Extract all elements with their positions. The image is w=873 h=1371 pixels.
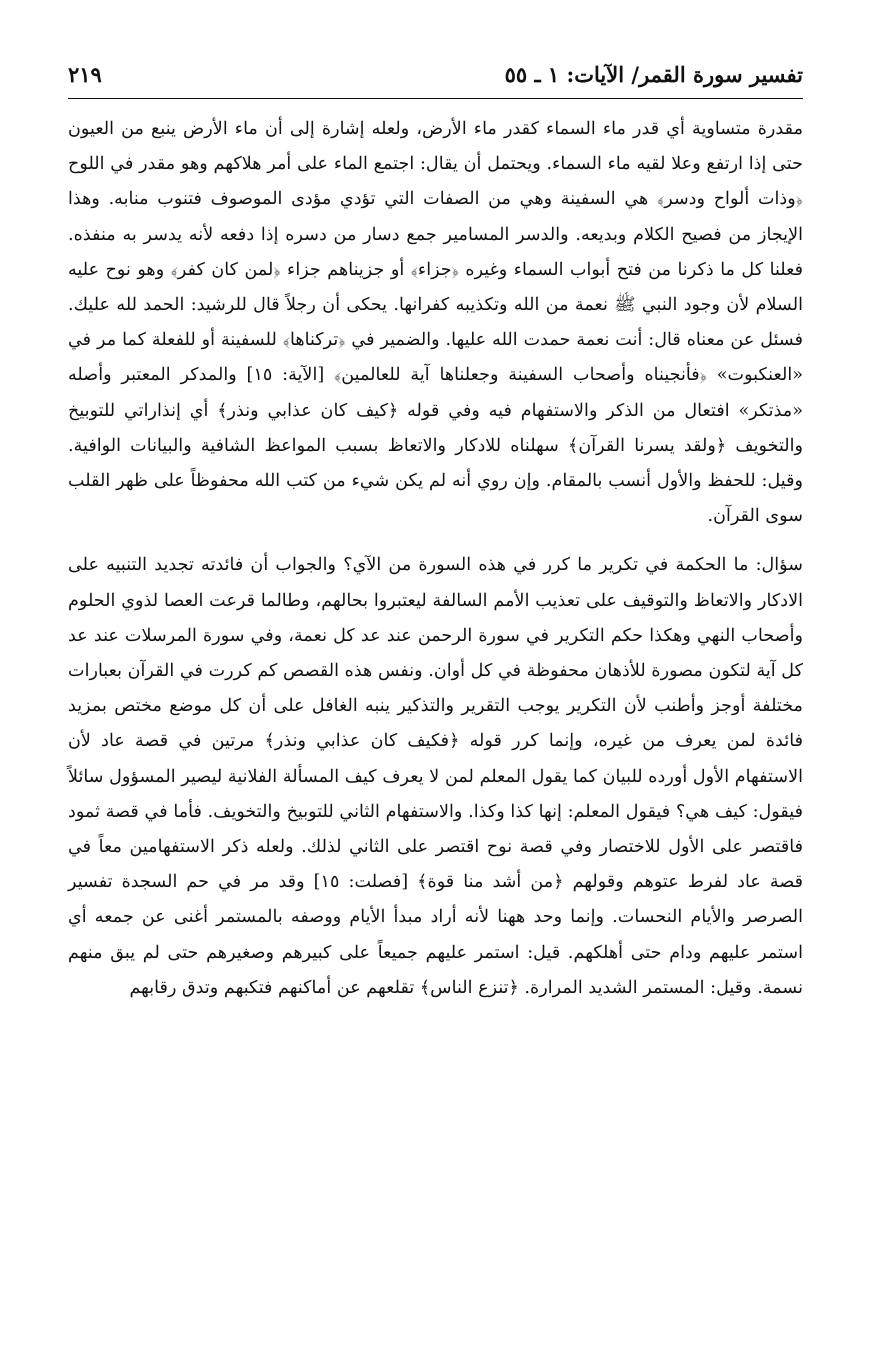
running-title: تفسير سورة القمر/ الآيات: ١ ـ ٥٥ — [504, 62, 803, 87]
page-header — [68, 58, 803, 99]
page-number: ٢١٩ — [68, 62, 102, 87]
body-text — [68, 112, 803, 1006]
paragraph: مقدرة متساوية أي قدر ماء السماء كقدر ماء الأرض، ولعله إشارة إلى أن ماء الأرض ينبع من العيون حتى إذا ارتفع وعلا لقيه ماء السماء. ويحتمل أن يقال: اجتمع الماء على أمر هلاكهم وهو مقدر في اللوح ﴿وذات ألواح ودسر﴾ هي السفينة وهي من الصفات التي تؤدي مؤدى الموصوف فتنوب منابه. وهذا الإيجاز من فصيح الكلام وبديعه. والدسر المسامير جمع دسار من دسره إذا دفعه لأنه يدسر به منفذه. فعلنا كل ما ذكرنا من فتح أبواب السماء وغيره ﴿جزاء﴾ أو جزيناهم جزاء ﴿لمن كان كفر﴾ وهو نوح عليه السلام لأن وجود النبي ﷺ نعمة من الله وتكذيبه كفرانها. يحكى أن رجلاً قال للرشيد: الحمد لله عليك. فسئل عن معناه قال: أنت نعمة حمدت الله عليها. والضمير في ﴿تركناها﴾ للسفينة أو للفعلة كما مر في «العنكبوت» ﴿فأنجيناه وأصحاب السفينة وجعلناها آية للعالمين﴾ [الآية: ١٥] والمدكر المعتبر وأصله «مذتكر» افتعال من الذكر والاستفهام فيه وفي قوله ﴿كيف كان عذابي ونذر﴾ أي إنذاراتي للتوبيخ والتخويف ﴿ولقد يسرنا القرآن﴾ سهلناه للادكار والاتعاظ بسبب المواعظ الشافية والبيانات الوافية. وقيل: للحفظ والأول أنسب بالمقام. وإن روي أنه لم يكن شيء من كتب الله محفوظاً على ظهر القلب سوى القرآن. — [68, 119, 803, 527]
paragraph: سؤال: ما الحكمة في تكرير ما كرر في هذه السورة من الآي؟ والجواب أن فائدته تجديد التنبيه على الادكار والاتعاظ والتوقيف على تعذيب الأمم السالفة ليعتبروا بحالهم، وطالما قرعت العصا لذوي الحلوم وأصحاب النهي وهكذا حكم التكرير في سورة الرحمن عند عد كل نعمة، وفي سورة المرسلات عند عد كل آية لتكون مصورة للأذهان محفوظة في كل أوان. ونفس هذه القصص كم كررت في القرآن بعبارات مختلفة أوجز وأطنب لأن التكرير يوجب التقرير والتذكير ينبه الغافل على أن كل موضع مختص بمزيد فائدة لمن يعرف من غيره، وإنما كرر قوله ﴿فكيف كان عذابي ونذر﴾ مرتين في قصة عاد لأن الاستفهام الأول أورده للبيان كما يقول المعلم لمن لا يعرف كيف المسألة الفلانية ليصير المسؤول سائلاً فيقول: كيف هي؟ فيقول المعلم: إنها كذا وكذا. والاستفهام الثاني للتوبيخ والتخويف. فأما في قصة ثمود فاقتصر على الأول للاختصار وفي قصة نوح اقتصر على الثاني لذلك. ولعله ذكر الاستفهامين معاً في قصة عاد لفرط عتوهم وقولهم ﴿من أشد منا قوة﴾ [فصلت: ١٥] وقد مر في حم السجدة تفسير الصرصر والأيام النحسات. وإنما وحد ههنا لأنه أراد مبدأ الأيام ووصفه بالمستمر أغنى عن جمعه أي استمر عليهم ودام حتى أهلكهم. قيل: استمر عليهم جميعاً على كبيرهم وصغيرهم حتى لم يبق منهم نسمة. وقيل: المستمر الشديد المرارة. ﴿تنزع الناس﴾ تقلعهم عن أماكنهم فتكبهم وتدق رقابهم — [68, 555, 804, 998]
